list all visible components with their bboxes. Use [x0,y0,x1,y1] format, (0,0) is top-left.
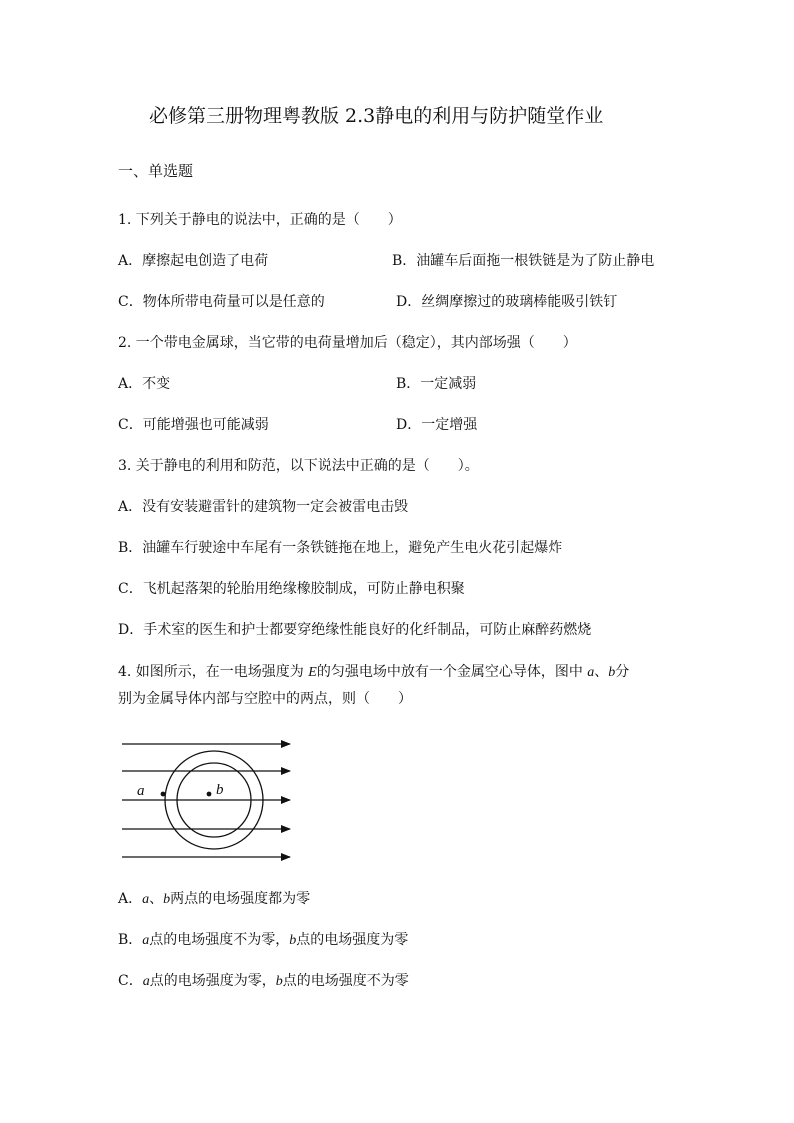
question-4-option-c [118,971,409,992]
point-b-label: b [216,782,224,798]
field-strength-symbol: E [308,665,317,680]
question-4-option-a [118,889,310,910]
page-title: 必修第三册物理粤教版 2.3静电的利用与防护随堂作业 [149,105,604,127]
question-3-option-d: D．手术室的医生和护士都要穿绝缘性能良好的化纤制品，可防止麻醉药燃烧 [118,622,592,638]
question-4-stem-text: 4. 如图所示，在一电场强度为 [118,664,309,680]
question-2-stem: 2. 一个带电金属球，当它带的电荷量增加后（稳定），其内部场强（ ） [118,335,577,351]
point-a-dot [161,792,166,797]
point-b-dot [207,792,212,797]
option-text: 点的电场强度不为零， [149,932,290,948]
question-2-option-c: C．可能增强也可能减弱 [118,417,269,433]
point-b-symbol: b [289,933,297,948]
point-b-symbol: b [275,974,283,989]
point-a-symbol: a [587,665,595,680]
question-4-stem-text: 分 [615,664,630,680]
question-2-option-b: B．一定减弱 [396,376,477,392]
option-text: 点的电场强度不为零 [282,973,409,989]
question-2-option-d: D．一定增强 [396,417,478,433]
electric-field-diagram [118,732,308,872]
separator: 、 [594,664,609,680]
point-a-symbol: a [142,974,150,989]
point-a-symbol: a [142,933,150,948]
option-text: 点的电场强度为零， [149,973,276,989]
question-4-stem-line1 [118,662,629,683]
question-3-option-c: C．飞机起落架的轮胎用绝缘橡胶制成，可防止静电积聚 [118,581,465,597]
question-4-option-b [118,930,408,951]
option-text: 两点的电场强度都为零 [170,891,311,907]
point-b-symbol: b [608,665,616,680]
option-letter: B． [118,932,143,948]
point-a-label: a [137,783,145,799]
question-4-stem-text: 的匀强电场中放有一个金属空心导体，图中 [316,664,588,680]
point-a-symbol: a [142,892,150,907]
point-b-symbol: b [163,892,171,907]
question-1-stem: 1. 下列关于静电的说法中，正确的是（ ） [118,212,402,228]
question-3-option-a: A．没有安装避雷针的建筑物一定会被雷电击毁 [118,499,409,515]
question-3-stem: 3. 关于静电的利用和防范，以下说法中正确的是（ ）。 [118,458,479,474]
question-1-option-d: D．丝绸摩擦过的玻璃棒能吸引铁钉 [396,294,618,310]
option-letter: C． [118,973,143,989]
question-3-option-b: B．油罐车行驶途中车尾有一条铁链拖在地上，避免产生电火花引起爆炸 [118,540,563,556]
option-letter: A． [118,891,143,907]
option-text: 点的电场强度为零 [296,932,409,948]
question-2-option-a: A．不变 [118,376,171,392]
question-1-option-b: B．油罐车后面拖一根铁链是为了防止静电 [392,253,655,269]
question-1-option-a: A．摩擦起电创造了电荷 [118,253,269,269]
question-1-option-c: C．物体所带电荷量可以是任意的 [118,294,325,310]
section-heading: 一、单选题 [118,162,194,180]
question-4-stem-line2: 别为金属导体内部与空腔中的两点，则（ ） [118,691,412,707]
separator: 、 [149,891,164,907]
